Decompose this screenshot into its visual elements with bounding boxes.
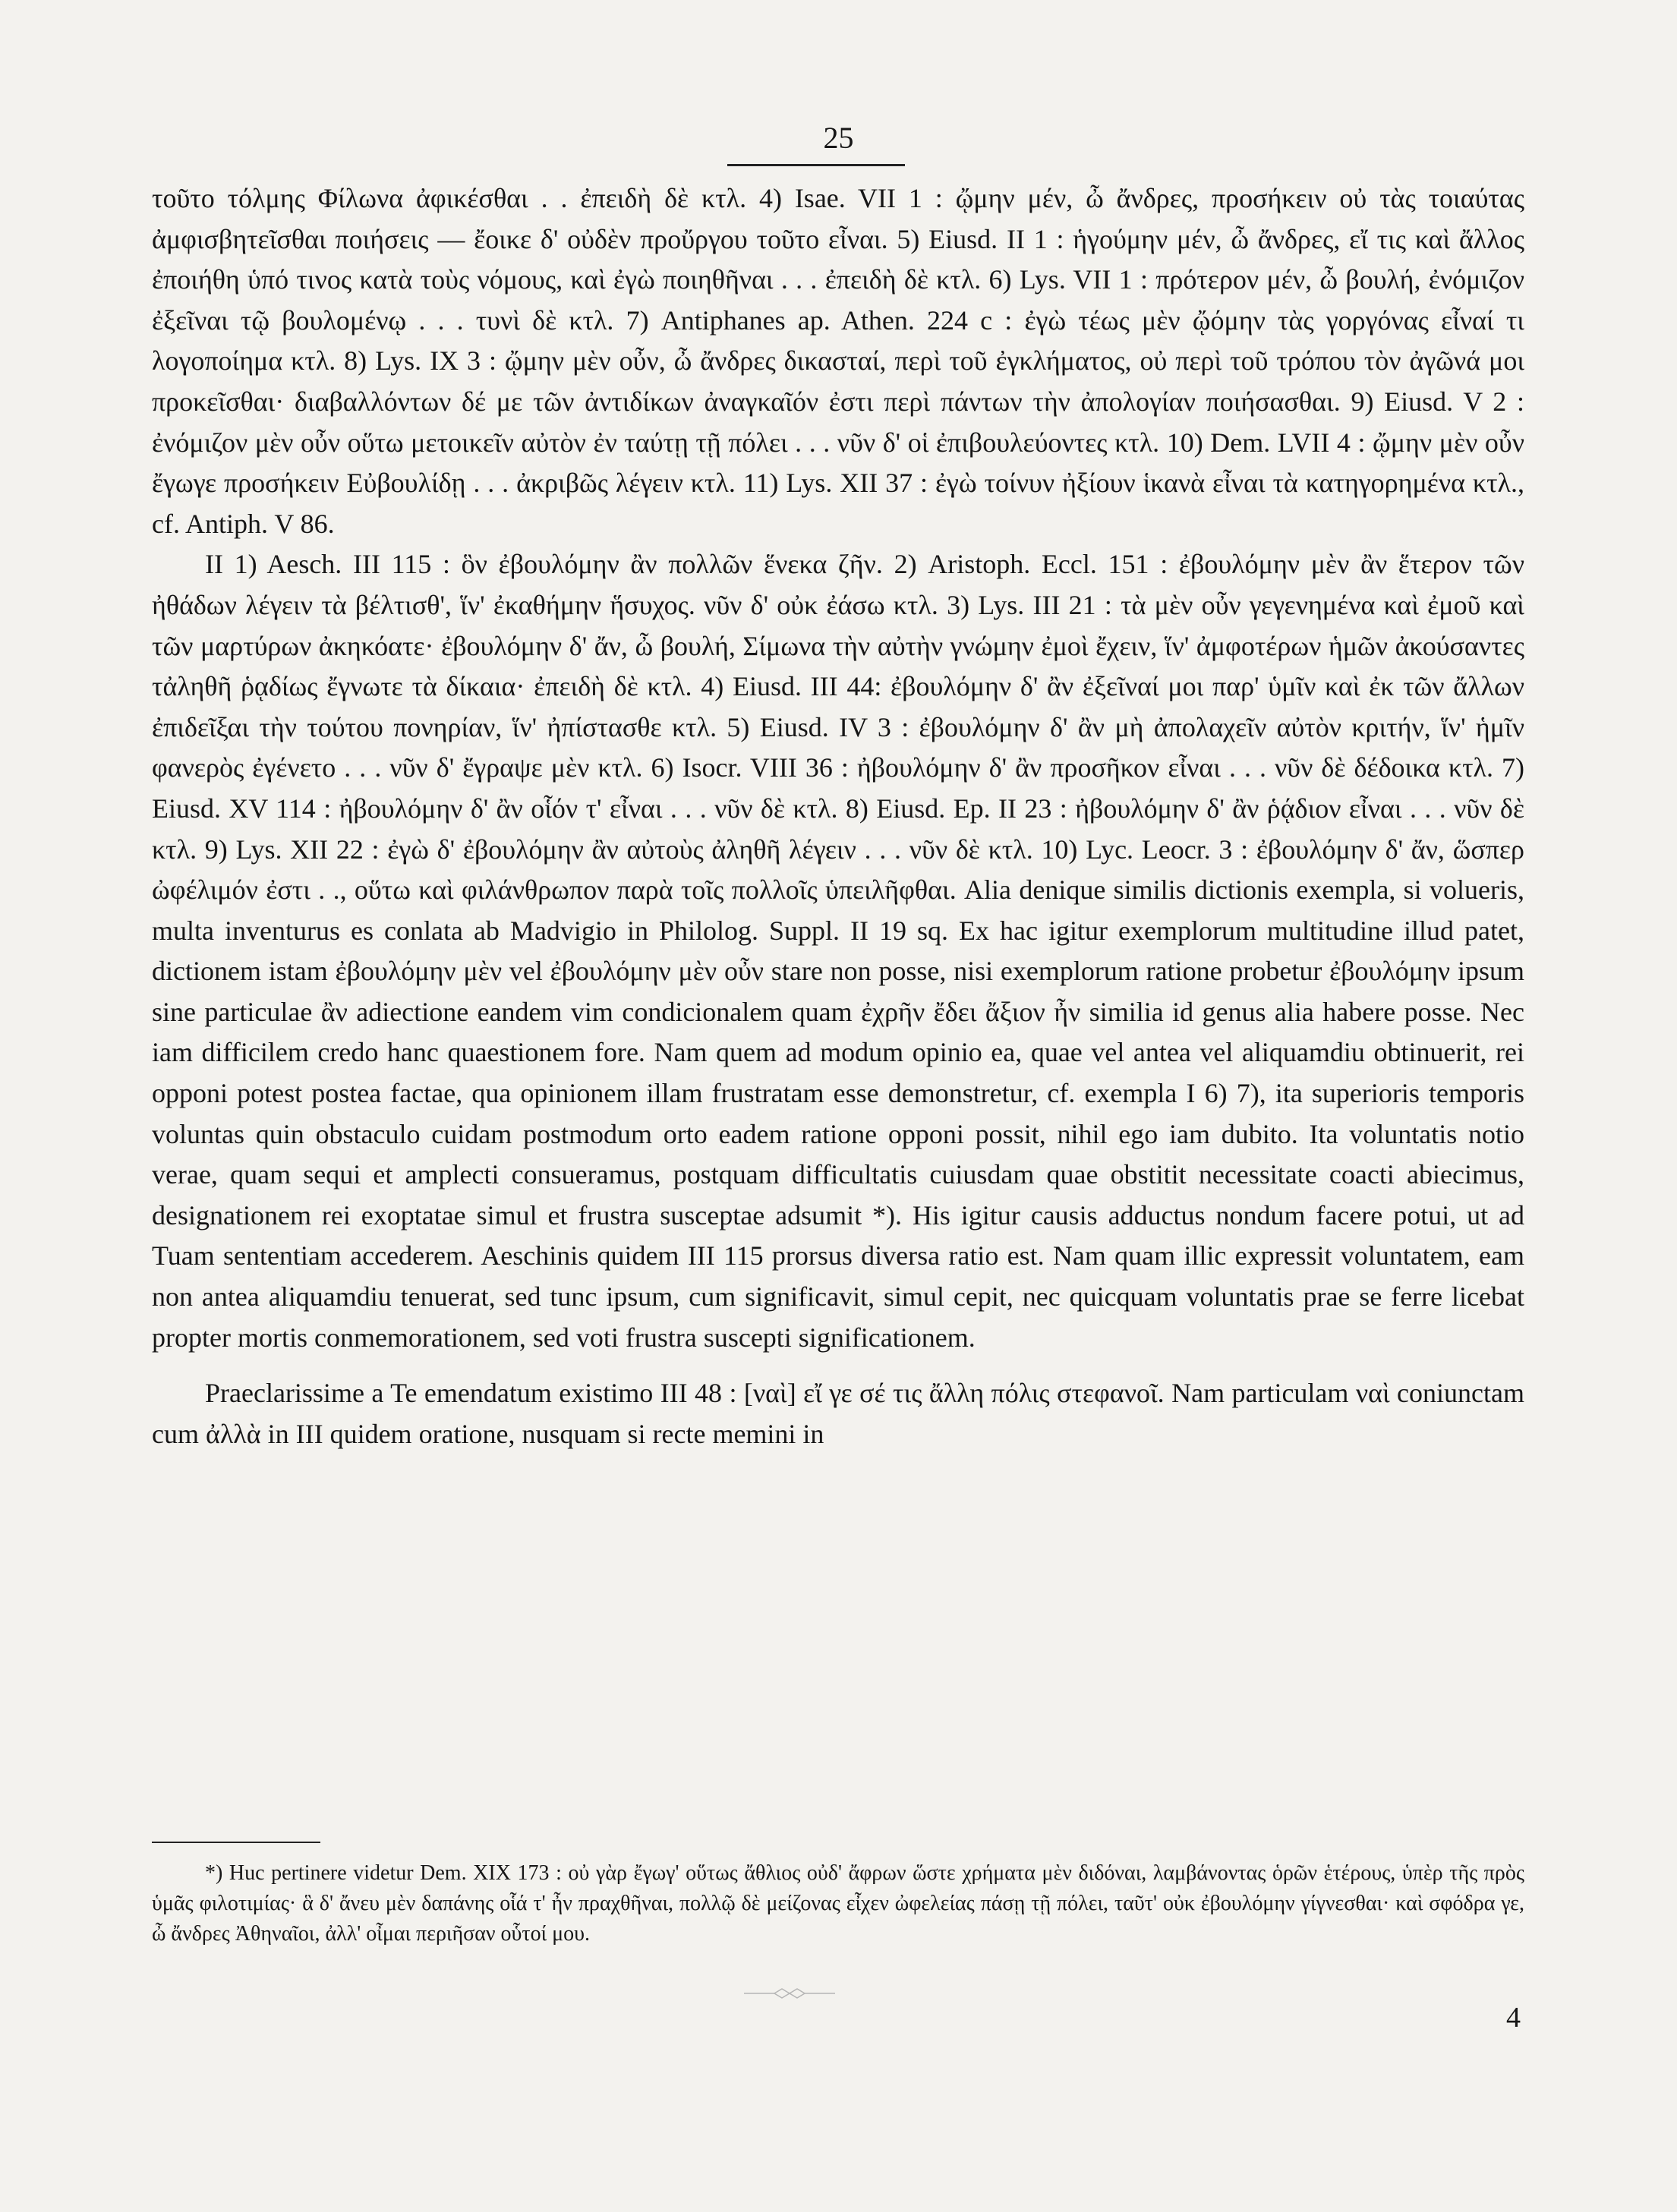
signature-mark: 4 [1506,2002,1521,2034]
footnote-rule [152,1842,320,1843]
ornament-icon [744,1986,835,2001]
paragraph-2: II 1) Aesch. III 115 : ὃν ἐβουλόμην ἂν πολλῶν ἕνεκα ζῆν. 2) Aristoph. Eccl. 151 : ἐβουλόμην μὲν ἂν ἕτερον τῶν ἠθάδων λέγειν τὰ βέλτισθ', ἵν' ἐκαθήμην ἥσυχος. νῦν δ' οὐκ ἐάσω κτλ. 3) Lys. III 21 : τὰ μὲν οὖν γεγενημένα καὶ ἐμοῦ καὶ τῶν μαρτύρων ἀκηκόατε· ἐβουλόμην δ' ἄν, ὦ βουλή, Σίμωνα τὴν αὐτὴν γνώμην ἐμοὶ ἔχειν, ἵν' ἀμφοτέρων ἡμῶν ἀκούσαντες τἀληθῆ ῥᾳδίως ἔγνωτε τὰ δίκαια· ἐπειδὴ δὲ κτλ. 4) Eiusd. III 44: ἐβουλόμην δ' ἂν ἐξεῖναί μοι παρ' ὑμῖν καὶ ἐκ τῶν ἄλλων ἐπιδεῖξαι τὴν τούτου πονηρίαν, ἵν' ἠπίστασθε κτλ. 5) Eiusd. IV 3 : ἐβουλόμην δ' ἂν μὴ ἀπολαχεῖν αὐτὸν κριτήν, ἵν' ἡμῖν φανερὸς ἐγένετο . . . νῦν δ' ἔγραψε μὲν κτλ. 6) Isocr. VIII 36 : ἠβουλόμην δ' ἂν προσῆκον εἶναι . . . νῦν δὲ δέδοικα κτλ. 7) Eiusd. XV 114 : ἠβουλόμην δ' ἂν οἷόν τ' εἶναι . . . νῦν δὲ κτλ. 8) Eiusd. Ep. II 23 : ἠβουλόμην δ' ἂν ῥᾴδιον εἶναι . . . νῦν δὲ κτλ. 9) Lys. XII 22 : ἐγὼ δ' ἐβουλόμην ἂν αὐτοὺς ἀληθῆ λέγειν . . . νῦν δὲ κτλ. 10) Lyc. Leocr. 3 : ἐβουλόμην δ' ἄν, ὥσπερ ὠφέλιμόν ἐστι . ., οὕτω καὶ φιλάνθρωπον παρὰ τοῖς πολλοῖς ὑπειλῆφθαι. Alia denique similis dictionis exempla, si volueris, multa inventurus es conlata ab Madvigio in Philolog. Suppl. II 19 sq. Ex hac igitur exemplorum multitudine illud patet, dictionem istam ἐβουλόμην μὲν vel ἐβουλόμην μὲν οὖν stare non posse, nisi exemplorum ratione probetur ἐβουλόμην ipsum sine particulae ἂν adiectione eandem vim condicionalem quam ἐχρῆν ἔδει ἄξιον ἦν similia id genus alia habere posse. Nec iam difficilem credo hanc quaestionem fore. Nam quem ad modum opinio ea, quae vel antea vel aliquamdiu obtinuerit, rei opponi potest postea factae, qua opinionem illam frustratam esse demonstretur, cf. exempla I 6) 7), ita superioris temporis voluntas quin obstaculo cuidam postmodum orto eadem ratione opponi possit, nihil ego iam dubito. Ita voluntatis notio verae, quam sequi et amplecti consueramus, postquam difficultatis cuiusdam quae obstitit necessitate coacti abiecimus, designationem rei exoptatae simul et frustra susceptae adsumit *). His igitur causis adductus nondum facere potui, ut ad Tuam sententiam accederem. Aeschinis quidem III 115 prorsus diversa ratio est. Nam quam illic expressit voluntatem, eam non antea aliquamdiu tenuerat, sed tunc ipsum, cum significavit, simul cepit, nec quicquam voluntatis prae se ferre licebat propter mortis conmemorationem, sed voti frustra suscepti significationem. [152,549,1524,1353]
header-rule [727,164,905,166]
page-number: 25 [823,121,854,155]
footnote-text: *) Huc pertinere videtur Dem. XIX 173 : οὐ γὰρ ἔγωγ' οὕτως ἄθλιος οὐδ' ἄφρων ὥστε χρήματα μὲν διδόναι, λαμβάνοντας ὁρῶν ἑτέρους, ὑπὲρ τῆς πρὸς ὑμᾶς φιλοτιμίας· ἃ δ' ἄνευ μὲν δαπάνης οἷά τ' ἦν πραχθῆναι, πολλῷ δὲ μείζονας εἶχεν ὠφελείας πάσῃ τῇ πόλει, ταῦτ' οὐκ ἐβουλόμην γίγνεσθαι· καὶ σφόδρα γε, ὦ ἄνδρες Ἀθηναῖοι, ἀλλ' οἶμαι περιῆσαν οὗτοί μου. [152,1861,1524,1946]
main-text [152,178,1524,1454]
footnote [152,1858,1524,1949]
paragraph-1: τοῦτο τόλμης Φίλωνα ἀφικέσθαι . . ἐπειδὴ δὲ κτλ. 4) Isae. VII 1 : ᾤμην μέν, ὦ ἄνδρες, προσήκειν οὐ τὰς τοιαύτας ἀμφισβητεῖσθαι ποιήσεις — ἔοικε δ' οὐδὲν προὔργου τοῦτο εἶναι. 5) Eiusd. II 1 : ἡγούμην μέν, ὦ ἄνδρες, εἴ τις καὶ ἄλλος ἐποιήθη ὑπό τινος κατὰ τοὺς νόμους, καὶ ἐγὼ ποιηθῆναι . . . ἐπειδὴ δὲ κτλ. 6) Lys. VII 1 : πρότερον μέν, ὦ βουλή, ἐνόμιζον ἐξεῖναι τῷ βουλομένῳ . . . τυνὶ δὲ κτλ. 7) Antiphanes ap. Athen. 224 c : ἐγὼ τέως μὲν ᾤόμην τὰς γοργόνας εἶναί τι λογοποίημα κτλ. 8) Lys. IX 3 : ᾤμην μὲν οὖν, ὦ ἄνδρες δικασταί, περὶ τοῦ ἐγκλήματος, οὐ περὶ τοῦ τρόπου τὸν ἀγῶνά μοι προκεῖσθαι· διαβαλλόντων δέ με τῶν ἀντιδίκων ἀναγκαῖόν ἐστι περὶ πάντων τὴν ἀπολογίαν ποιήσασθαι. 9) Eiusd. V 2 : ἐνόμιζον μὲν οὖν οὕτω μετοικεῖν αὐτὸν ἐν ταύτῃ τῇ πόλει . . . νῦν δ' οἱ ἐπιβουλεύοντες κτλ. 10) Dem. LVII 4 : ᾤμην μὲν οὖν ἔγωγε προσήκειν Εὐβουλίδῃ . . . ἀκριβῶς λέγειν κτλ. 11) Lys. XII 37 : ἐγὼ τοίνυν ἠξίουν ἱκανὰ εἶναι τὰ κατηγορημένα κτλ., cf. Antiph. V 86. [152,183,1524,539]
paragraph-3: Praeclarissime a Te emendatum existimo III 48 : [ναὶ] εἴ γε σέ τις ἄλλη πόλις στεφανοῖ. Nam particulam ναὶ coniunctam cum ἀλλὰ in III quidem oratione, nusquam si recte memini in [152,1378,1524,1449]
